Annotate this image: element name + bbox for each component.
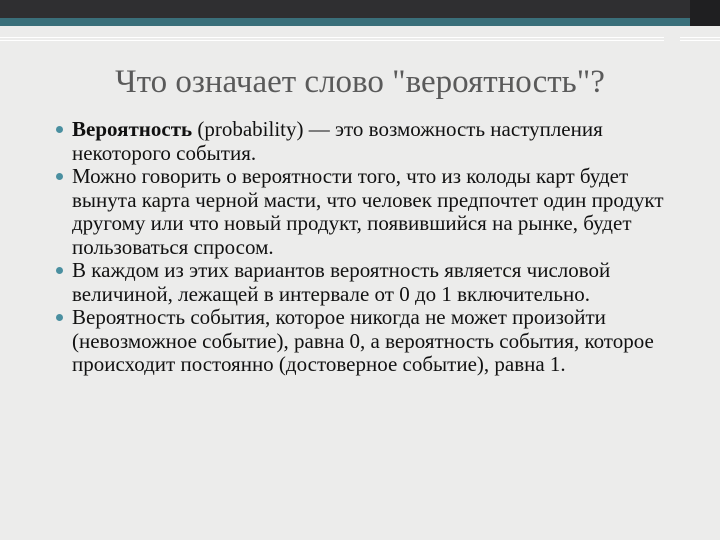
bullet-dot-icon	[56, 314, 63, 321]
header-rule-short-secondary	[680, 40, 720, 41]
header-rule-short	[680, 37, 720, 38]
bullet-bold-term: Вероятность	[72, 117, 193, 141]
bullet-text: Вероятность события, которое никогда не может произойти (невозможное событие), равна 0, а вероятность события, которое происходит постоянно (достоверное событие), равна 1.	[72, 305, 654, 376]
bullet-item	[56, 118, 668, 165]
bullet-item	[56, 259, 668, 306]
header-corner-block	[690, 0, 720, 26]
header-band-dark	[0, 0, 720, 18]
bullet-list	[56, 118, 668, 377]
bullet-text: (probability) — это возможность наступления некоторого события.	[72, 117, 603, 165]
bullet-dot-icon	[56, 267, 63, 274]
bullet-text: Можно говорить о вероятности того, что из колоды карт будет вынута карта черной масти, что человек предпочтет один продукт другому или что новый продукт, появившийся на рынке, будет пользоваться спросом.	[72, 164, 664, 259]
bullet-dot-icon	[56, 126, 63, 133]
header-rule	[0, 37, 664, 38]
bullet-item	[56, 165, 668, 259]
slide-title: Что означает слово "вероятность"?	[115, 64, 605, 100]
bullet-text: В каждом из этих вариантов вероятность является числовой величиной, лежащей в интервале от 0 до 1 включительно.	[72, 258, 611, 306]
header-rule-secondary	[0, 40, 664, 41]
header-band-teal	[0, 18, 720, 26]
bullet-dot-icon	[56, 173, 63, 180]
bullet-item	[56, 306, 668, 377]
